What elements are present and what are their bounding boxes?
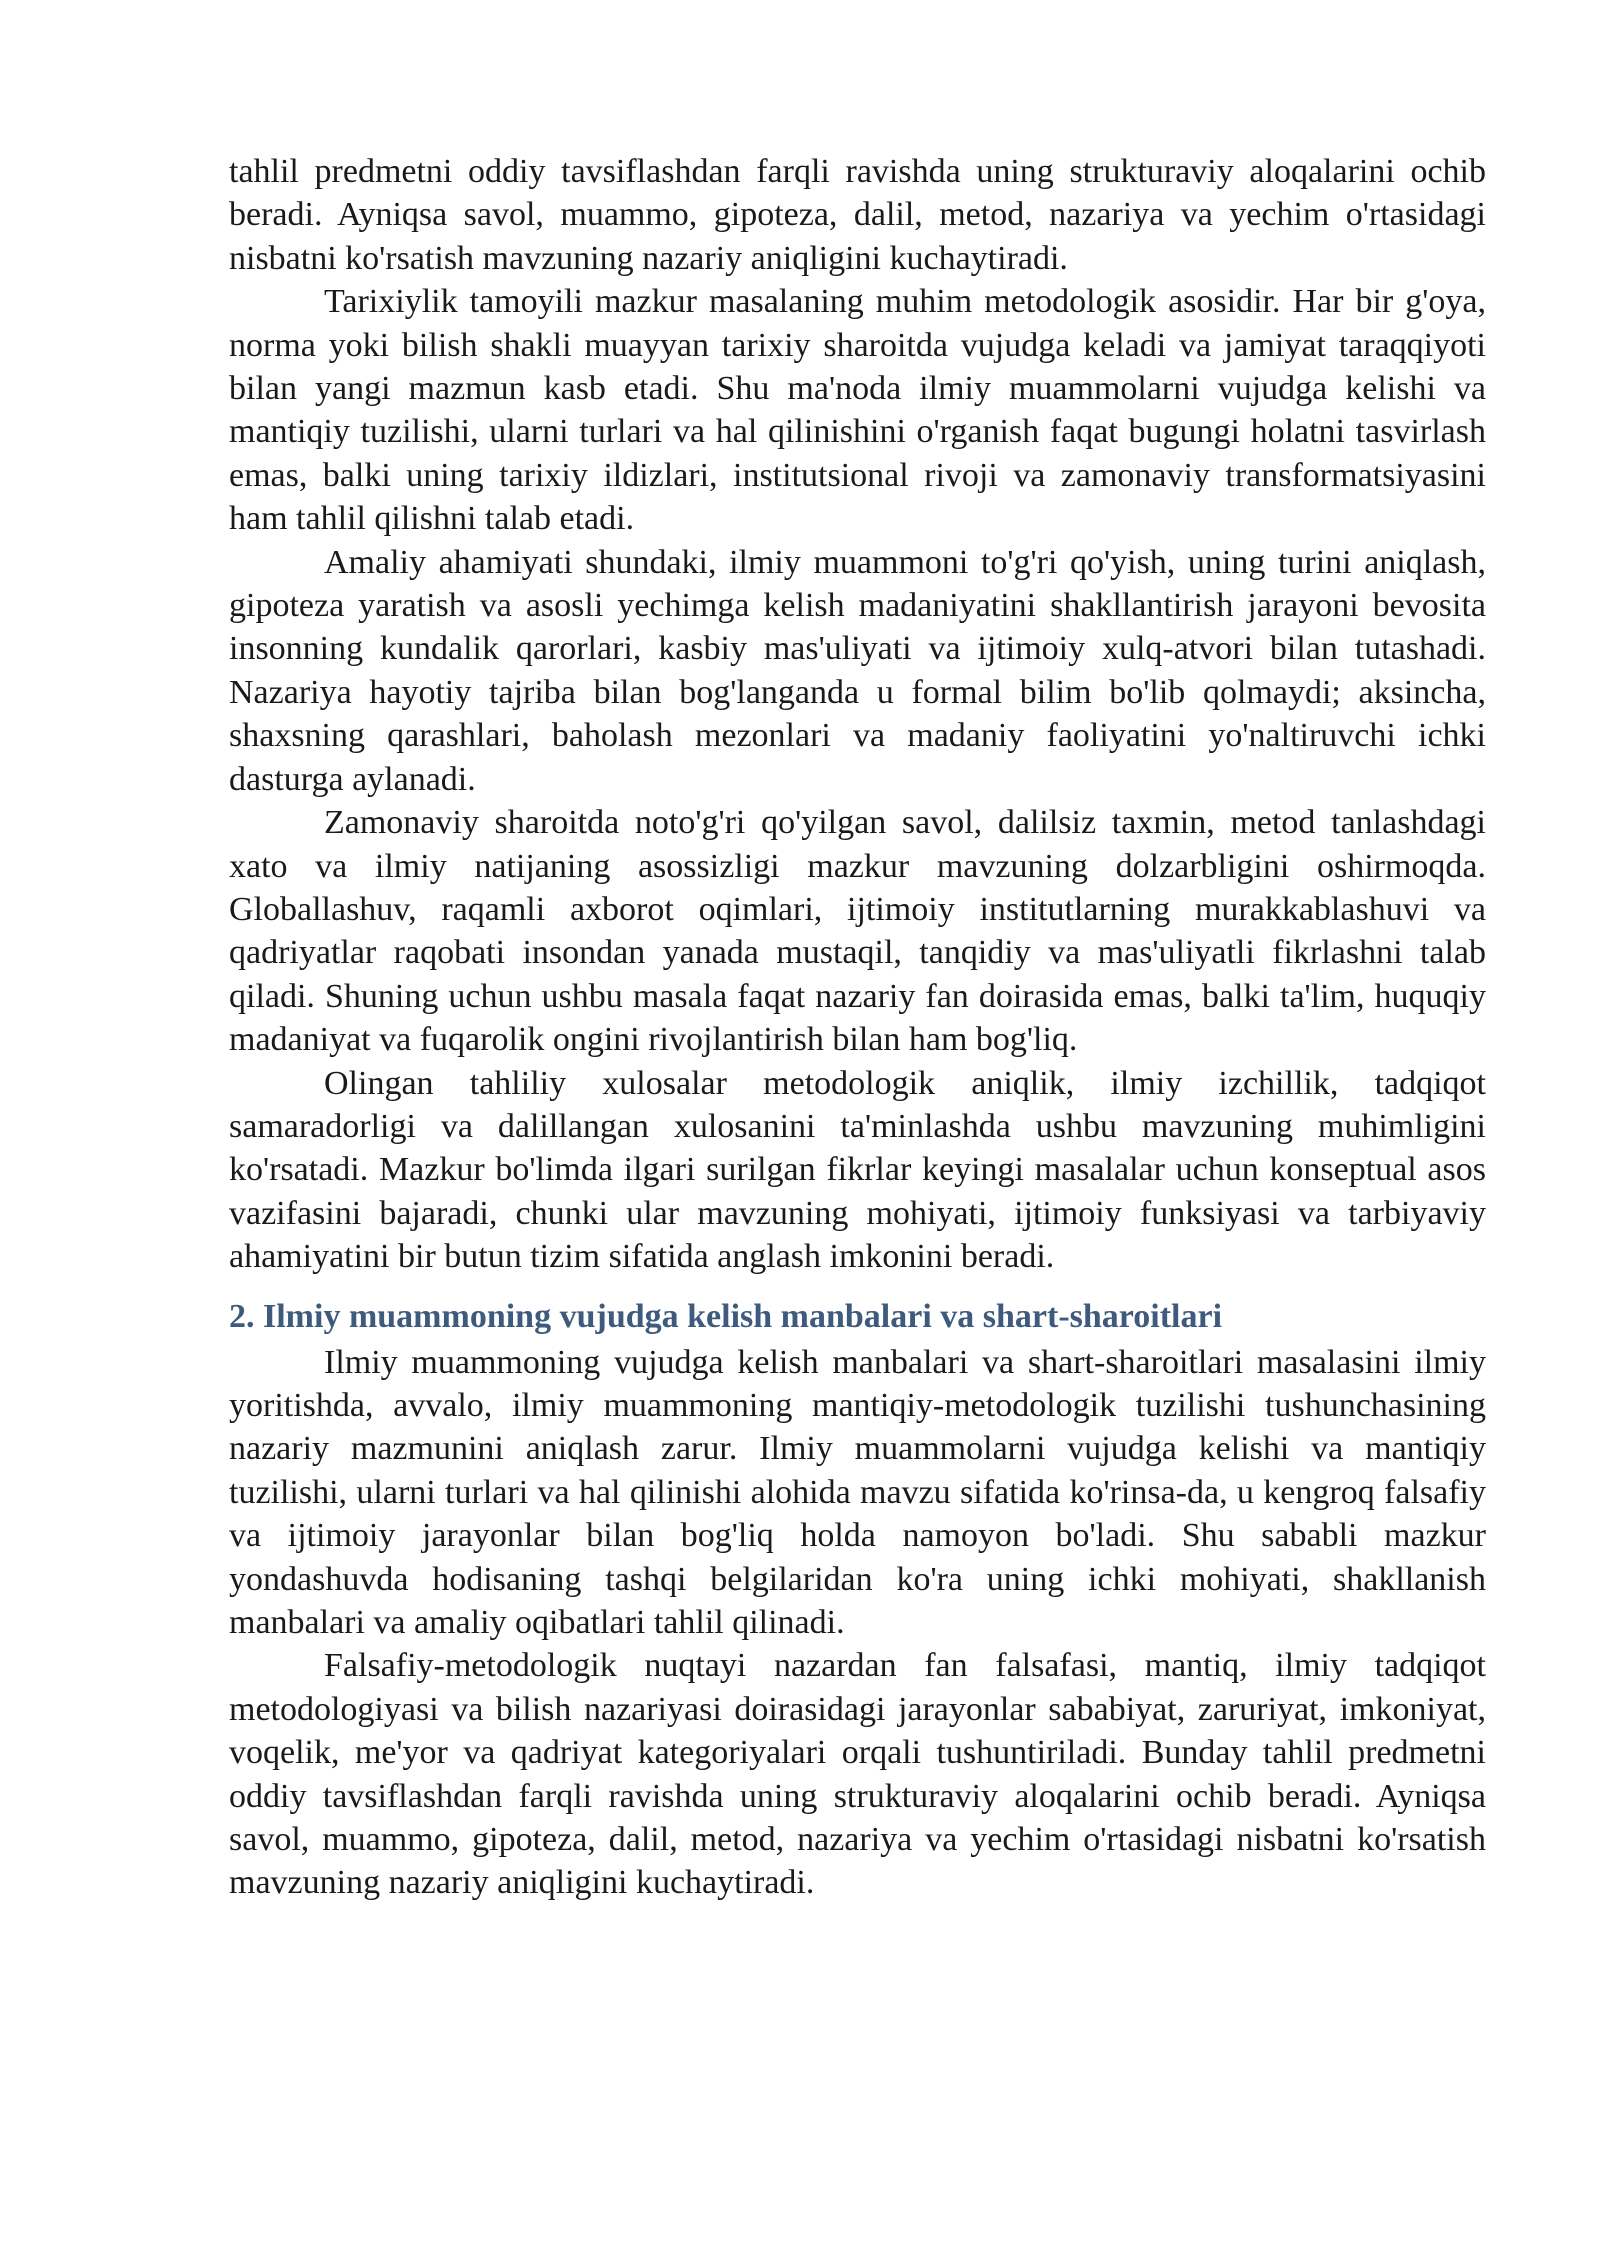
paragraph-7: Falsafiy-metodologik nuqtayi nazardan fan falsafasi, mantiq, ilmiy tadqiqot metodologiyasi va bilish nazariyasi doirasidagi jarayonlar sababiyat, zaruriyat, imkoniyat, voqelik, me'yor va qadriyat kategoriyalari orqali tushuntiriladi. Bunday tahlil predmetni oddiy tavsiflashdan farqli ravishda uning strukturaviy aloqalarini ochib beradi. Ayniqsa savol, muammo, gipoteza, dalil, metod, nazariya va yechim o'rtasidagi nisbatni ko'rsatish mavzuning nazariy aniqligini kuchaytiradi. — [229, 1647, 1486, 1902]
paragraph-2: Tarixiylik tamoyili mazkur masalaning muhim metodologik asosidir. Har bir g'oya, norma yoki bilish shakli muayyan tarixiy sharoitda vujudga keladi va jamiyat taraqqiyoti bilan yangi mazmun kasb etadi. Shu ma'noda ilmiy muammolarni vujudga kelishi va mantiqiy tuzilishi, ularni turlari va hal qilinishini o'rganish faqat bugungi holatni tasvirlash emas, balki uning tarixiy ildizlari, institutsional rivoji va zamonaviy transformatsiyasini ham tahlil qilishni talab etadi. — [229, 283, 1486, 538]
paragraph-4: Zamonaviy sharoitda noto'g'ri qo'yilgan savol, dalilsiz taxmin, metod tanlashdagi xato va ilmiy natijaning asossizligi mazkur mavzuning dolzarbligini oshirmoqda. Globallashuv, raqamli axborot oqimlari, ijtimoiy institutlarning murakkablashuvi va qadriyatlar raqobati insondan yanada mustaqil, tanqidiy va mas'uliyatli fikrlashni talab qiladi. Shuning uchun ushbu masala faqat nazariy fan doirasida emas, balki ta'lim, huquqiy madaniyat va fuqarolik ongini rivojlantirish bilan ham bog'liq. — [229, 804, 1486, 1059]
paragraph-3: Amaliy ahamiyati shundaki, ilmiy muammoni to'g'ri qo'yish, uning turini aniqlash, gipoteza yaratish va asosli yechimga kelish madaniyatini shakllantirish jarayoni bevosita insonning kundalik qarorlari, kasbiy mas'uliyati va ijtimoiy xulq-atvori bilan tutashadi. Nazariya hayotiy tajriba bilan bog'langanda u formal bilim bo'lib qolmaydi; aksincha, shaxsning qarashlari, baholash mezonlari va madaniy faoliyatini yo'naltiruvchi ichki dasturga aylanadi. — [229, 543, 1486, 798]
paragraph-1: tahlil predmetni oddiy tavsiflashdan farqli ravishda uning strukturaviy aloqalarini ochib beradi. Ayniqsa savol, muammo, gipoteza, dalil, metod, nazariya va yechim o'rtasidagi nisbatni ko'rsatish mavzuning nazariy aniqligini kuchaytiradi. — [229, 153, 1486, 277]
section-heading: 2. Ilmiy muammoning vujudga kelish manbalari va shart-sharoitlari — [229, 1297, 1223, 1335]
paragraph-6: Ilmiy muammoning vujudga kelish manbalari va shart-sharoitlari masalasini ilmiy yoritishda, avvalo, ilmiy muammoning mantiqiy-metodologik tuzilishi tushunchasining nazariy mazmunini aniqlash zarur. Ilmiy muammolarni vujudga kelishi va mantiqiy tuzilishi, ularni turlari va hal qilinishi alohida mavzu sifatida ko'rinsa-da, u kengroq falsafiy va ijtimoiy jarayonlar bilan bog'liq holda namoyon bo'ladi. Shu sababli mazkur yondashuvda hodisaning tashqi belgilaridan ko'ra uning ichki mohiyati, shakllanish manbalari va amaliy oqibatlari tahlil qilinadi. — [229, 1343, 1486, 1641]
document-page — [229, 150, 1486, 1905]
paragraph-5: Olingan tahliliy xulosalar metodologik aniqlik, ilmiy izchillik, tadqiqot samaradorligi va dalillangan xulosanini ta'minlashda ushbu mavzuning muhimligini ko'rsatadi. Mazkur bo'limda ilgari surilgan fikrlar keyingi masalalar uchun konseptual asos vazifasini bajaradi, chunki ular mavzuning mohiyati, ijtimoiy funksiyasi va tarbiyaviy ahamiyatini bir butun tizim sifatida anglash imkonini beradi. — [229, 1064, 1486, 1276]
